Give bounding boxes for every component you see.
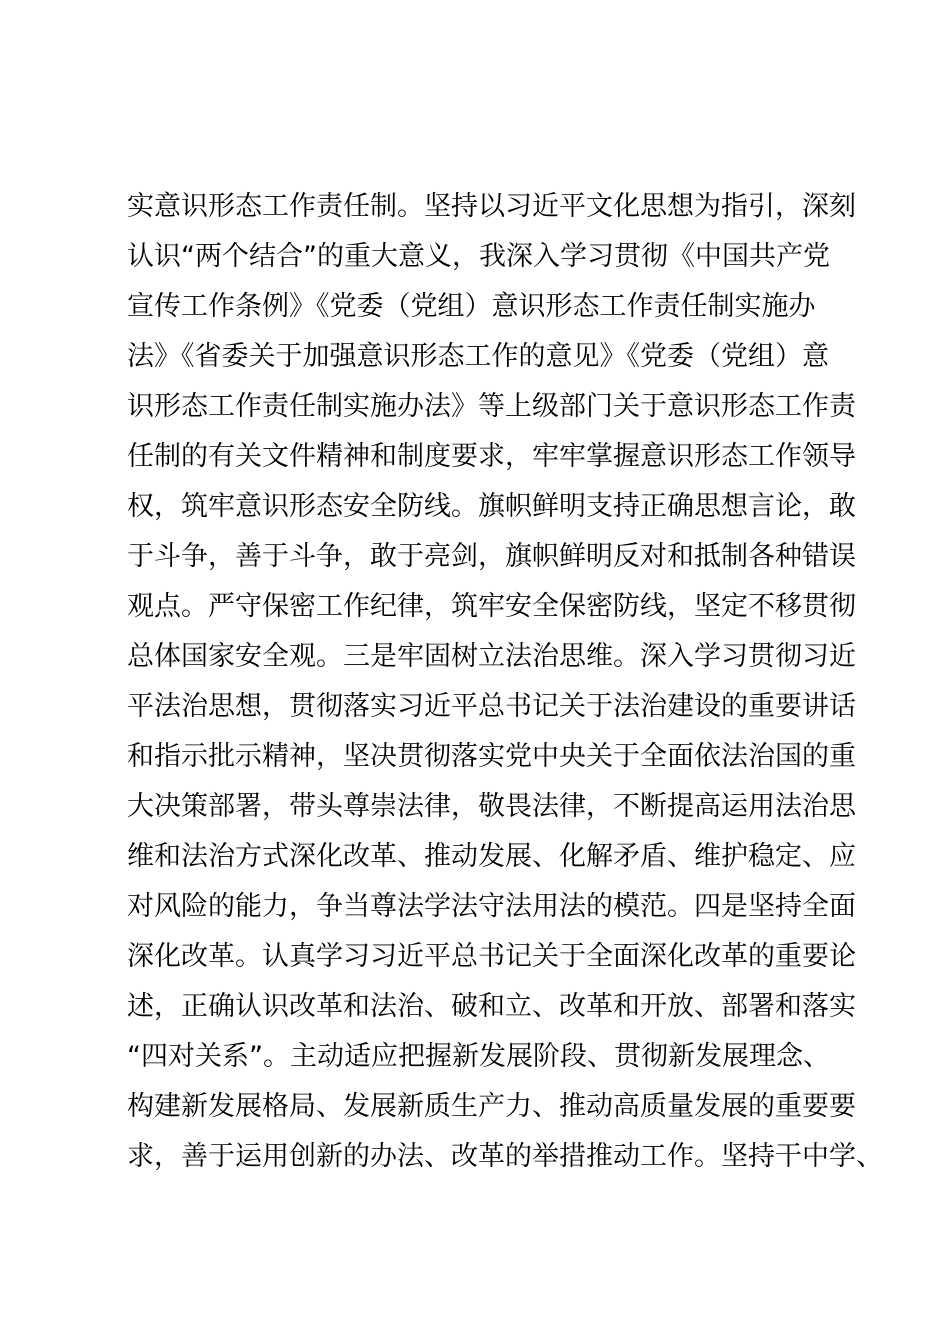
text-line: 总体国家安全观。三是牢固树立法治思维。深入学习贯彻习近 (127, 641, 856, 672)
text-line: 任制的有关文件精神和制度要求，牢牢掌握意识形态工作领导 (127, 441, 856, 472)
text-line: 观点。严守保密工作纪律，筑牢安全保密防线，坚定不移贯彻 (127, 591, 856, 622)
text-line: 法》《省委关于加强意识形态工作的意见》《党委（党组）意 (127, 341, 829, 372)
text-line: 认识“两个结合”的重大意义，我深入学习贯彻《中国共产党 (127, 241, 830, 272)
text-line: 权，筑牢意识形态安全防线。旗帜鲜明支持正确思想言论，敢 (127, 491, 856, 522)
text-line: 和指示批示精神，坚决贯彻落实党中央关于全面依法治国的重 (127, 741, 856, 772)
text-line: “四对关系”。主动适应把握新发展阶段、贯彻新发展理念、 (127, 1041, 830, 1072)
text-line: 述，正确认识改革和法治、破和立、改革和开放、部署和落实 (127, 991, 856, 1022)
text-line: 大决策部署，带头尊崇法律，敬畏法律，不断提高运用法治思 (127, 791, 856, 822)
text-line: 对风险的能力，争当尊法学法守法用法的模范。四是坚持全面 (127, 891, 856, 922)
text-line: 深化改革。认真学习习近平总书记关于全面深化改革的重要论 (127, 941, 856, 972)
text-line: 平法治思想，贯彻落实习近平总书记关于法治建设的重要讲话 (127, 691, 856, 722)
text-line: 识形态工作责任制实施办法》等上级部门关于意识形态工作责 (127, 391, 856, 422)
text-line: 宣传工作条例》《党委（党组）意识形态工作责任制实施办 (127, 291, 816, 322)
text-line: 于斗争，善于斗争，敢于亮剑，旗帜鲜明反对和抵制各种错误 (127, 541, 856, 572)
text-line: 维和法治方式深化改革、推动发展、化解矛盾、维护稳定、应 (127, 841, 856, 872)
text-line: 构建新发展格局、发展新质生产力、推动高质量发展的重要要 (127, 1091, 856, 1122)
text-line: 求，善于运用创新的办法、改革的举措推动工作。坚持干中学、 (127, 1141, 883, 1172)
text-line: 实意识形态工作责任制。坚持以习近平文化思想为指引，深刻 (127, 191, 856, 222)
body-paragraph (127, 182, 883, 1182)
